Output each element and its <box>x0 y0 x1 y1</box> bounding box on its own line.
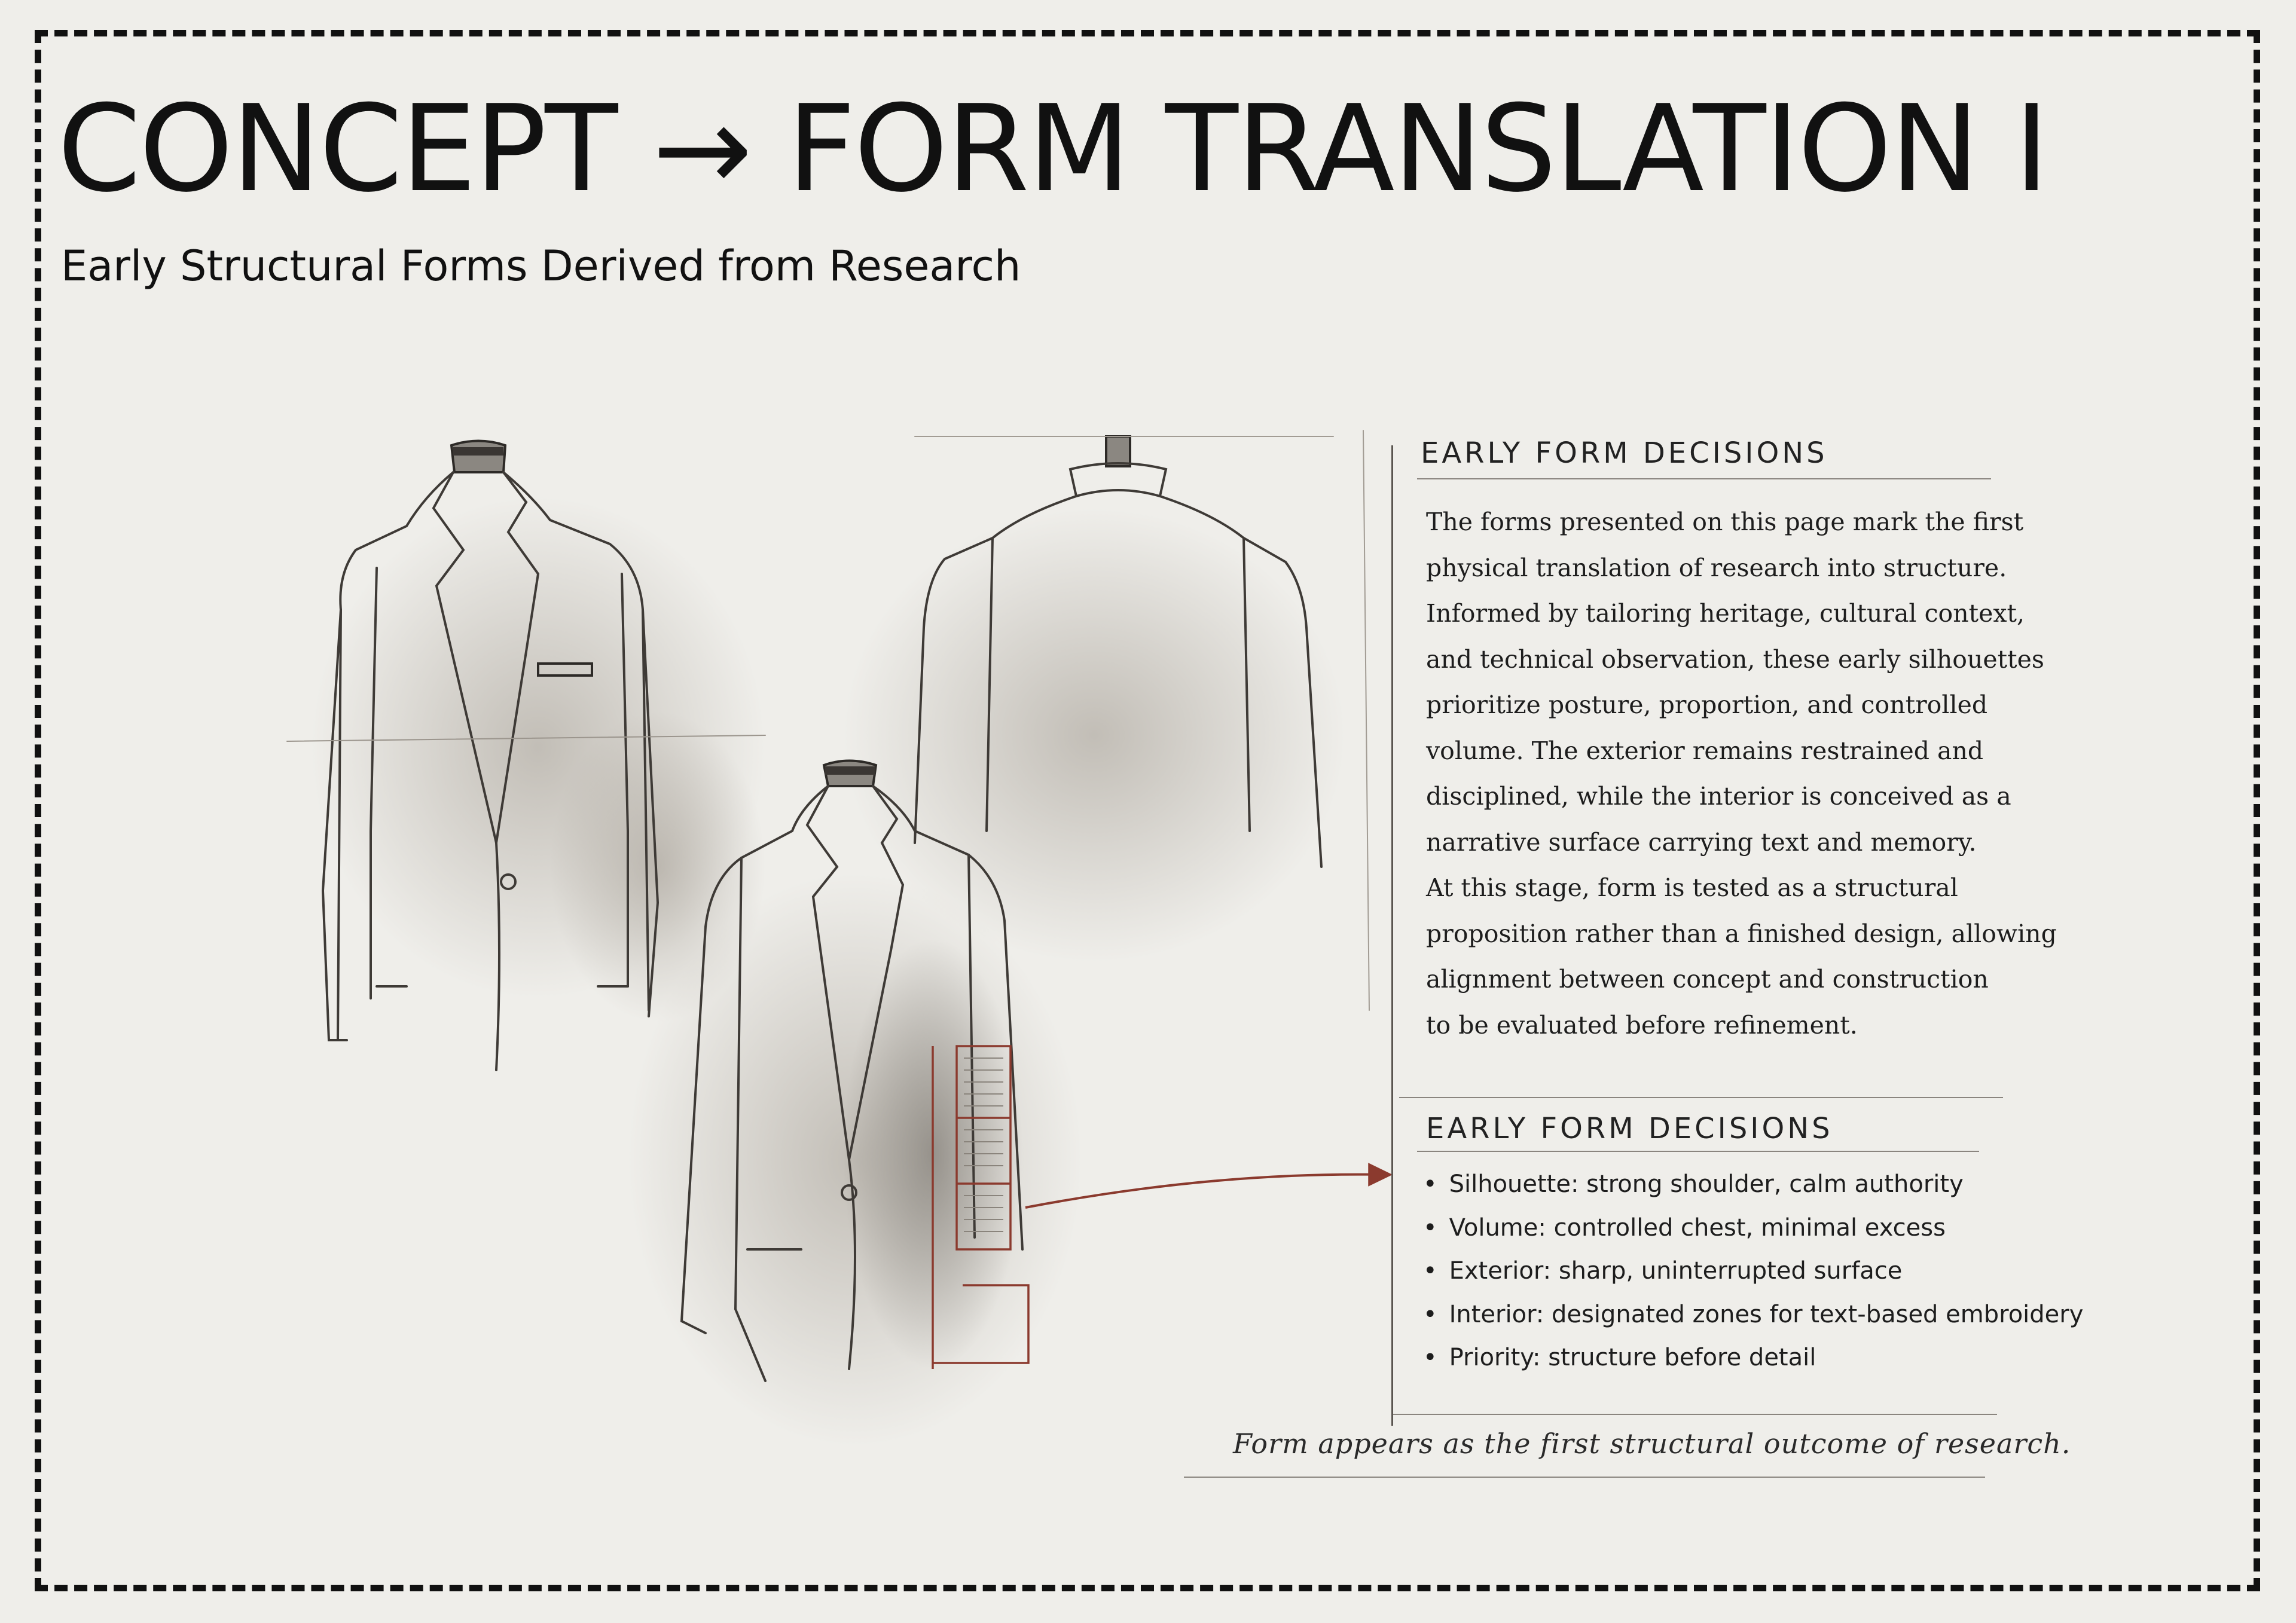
caption-rule-bottom <box>1184 1477 1985 1478</box>
bullet-marker: • <box>1423 1214 1437 1242</box>
paragraph-line: disciplined, while the interior is conceived as a <box>1426 782 2011 811</box>
description-paragraph <box>1426 499 2057 1048</box>
paragraph-line: physical translation of research into structure. <box>1426 553 2007 582</box>
decision-key: Priority: <box>1449 1344 1541 1371</box>
list-item <box>1423 1249 2083 1293</box>
paragraph-line: prioritize posture, proportion, and controlled <box>1426 690 1988 719</box>
list-item <box>1423 1206 2083 1250</box>
decision-value: strong shoulder, calm authority <box>1586 1170 1964 1198</box>
paragraph-line: At this stage, form is tested as a structural <box>1426 873 1958 902</box>
paragraph-line: and technical observation, these early silhouettes <box>1426 644 2044 674</box>
paragraph-line: The forms presented on this page mark the first <box>1426 508 2024 536</box>
section-rule-bottom <box>1417 1151 1979 1152</box>
section-rule-top <box>1399 1097 2003 1098</box>
list-item <box>1423 1336 2083 1380</box>
heading-rule <box>1417 478 1991 479</box>
column-divider <box>1391 445 1393 1426</box>
decision-key: Volume: <box>1449 1214 1546 1242</box>
panel-heading: EARLY FORM DECISIONS <box>1421 436 1828 470</box>
caption-rule-top <box>1393 1414 1997 1415</box>
decisions-list <box>1423 1163 2083 1380</box>
decision-value: designated zones for text-based embroidery <box>1552 1300 2084 1328</box>
bullet-marker: • <box>1423 1300 1437 1328</box>
decision-value: sharp, uninterrupted surface <box>1558 1257 1903 1285</box>
paragraph-line: alignment between concept and construction <box>1426 965 1989 994</box>
jacket-sketch-illustration <box>227 412 1411 1500</box>
list-item <box>1423 1163 2083 1206</box>
bullet-marker: • <box>1423 1257 1437 1285</box>
paragraph-line: proposition rather than a finished design, allowing <box>1426 919 2057 948</box>
paragraph-line: narrative surface carrying text and memory. <box>1426 827 1977 857</box>
shading-washes <box>311 496 1345 1447</box>
paragraph-line: to be evaluated before refinement. <box>1426 1010 1858 1040</box>
paragraph-line: volume. The exterior remains restrained and <box>1426 736 1984 765</box>
decision-key: Silhouette: <box>1449 1170 1579 1198</box>
paragraph-line: Informed by tailoring heritage, cultural context, <box>1426 599 2025 628</box>
caption-text: Form appears as the first structural outcome of research. <box>1233 1428 2071 1460</box>
decision-key: Interior: <box>1449 1300 1544 1328</box>
decision-value: controlled chest, minimal excess <box>1553 1214 1946 1242</box>
page-subtitle: Early Structural Forms Derived from Research <box>61 242 1021 291</box>
decision-value: structure before detail <box>1548 1344 1816 1371</box>
decision-key: Exterior: <box>1449 1257 1552 1285</box>
bullet-marker: • <box>1423 1170 1437 1198</box>
page-title: CONCEPT → FORM TRANSLATION I <box>57 80 2048 219</box>
list-item <box>1423 1293 2083 1337</box>
decisions-heading: EARLY FORM DECISIONS <box>1426 1112 1833 1145</box>
bullet-marker: • <box>1423 1344 1437 1371</box>
